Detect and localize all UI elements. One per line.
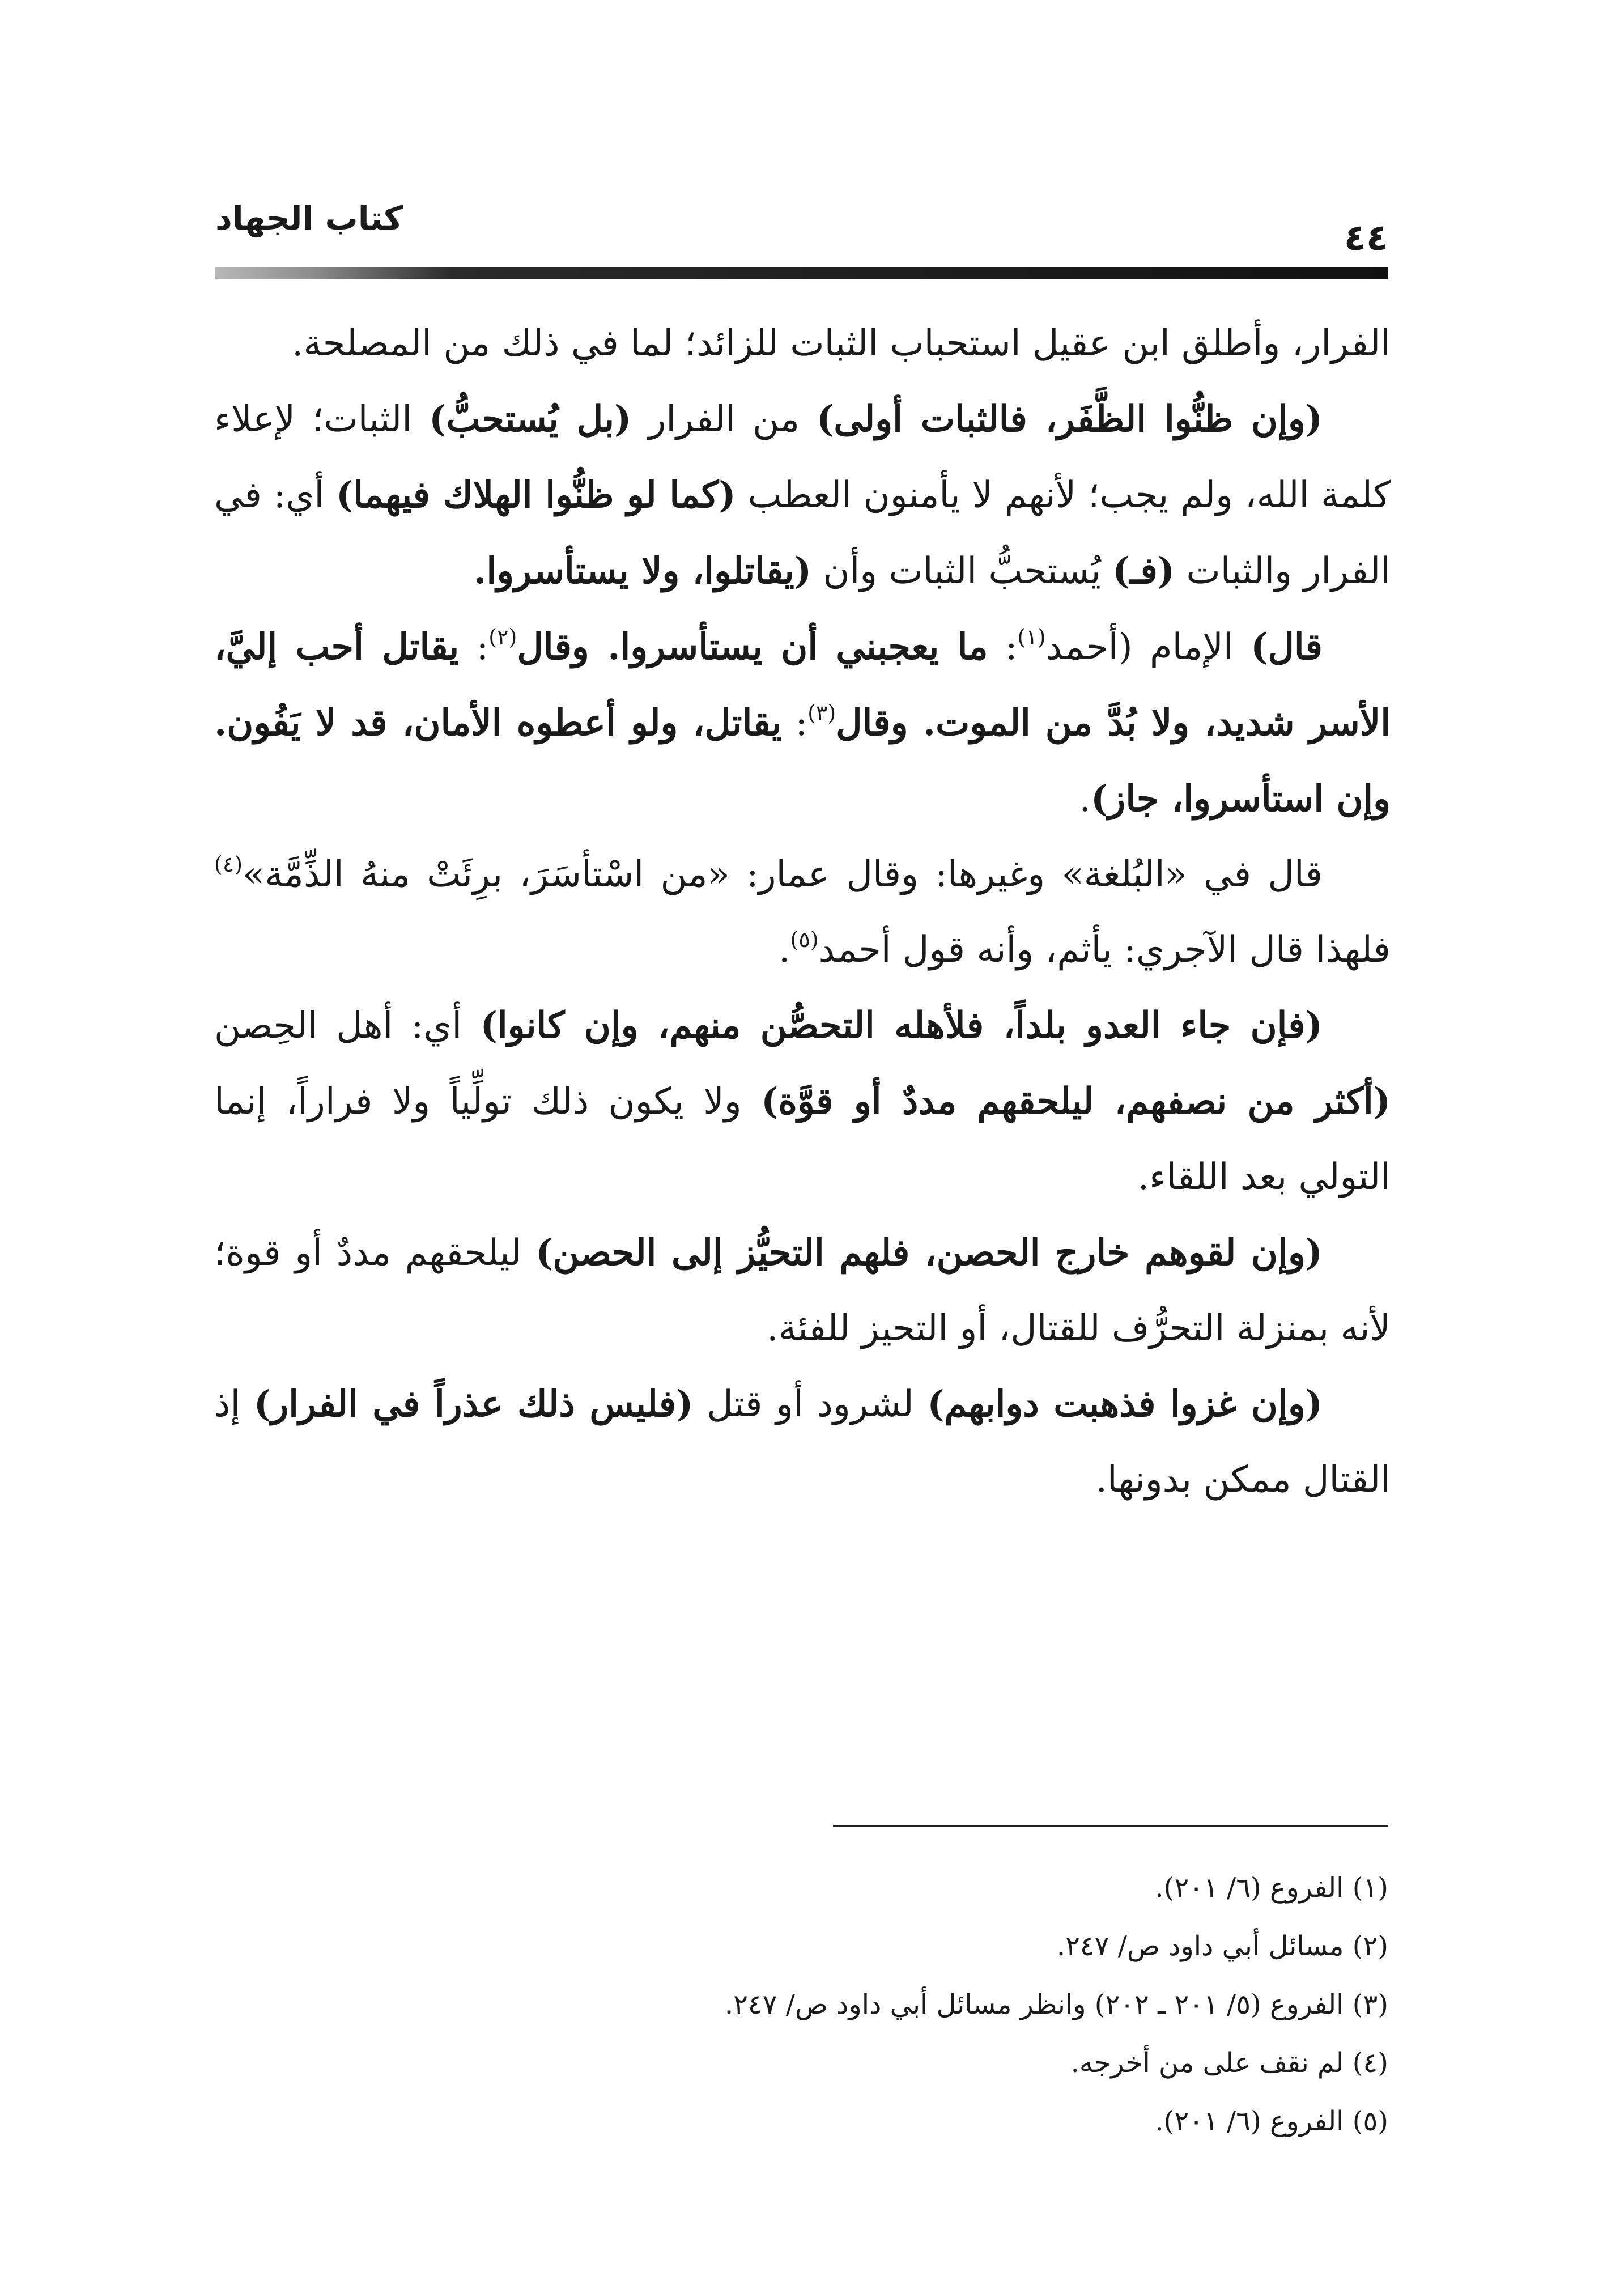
matn-text: (وإن لقوهم خارج الحصن، فلهم التحيُّز إلى الحصن) [535, 1232, 1323, 1274]
footnote: (١) الفروع (٦/ ٢٠١). [1155, 1872, 1388, 1904]
paragraph [214, 988, 1391, 1215]
matn-text: (فليس ذلك عذراً في الفرار) [253, 1383, 694, 1425]
matn-text: يقاتل، ولو أعطوه الأمان، قد لا يَفُون. وإن استأسروا، جاز) [214, 702, 1391, 820]
main-text [214, 306, 1391, 1518]
footnote-ref: (٥) [790, 927, 819, 952]
sharh-text: الثبات؛ لإعلاء كلمة الله، ولم يجب؛ لأنهم لا يأمنون العطب [214, 398, 1391, 516]
running-header-title: كتاب الجهاد [215, 199, 403, 237]
matn-text: (فإن جاء العدو بلداً، فلأهله التحصُّن منهم، وإن كانوا) [480, 1004, 1323, 1047]
sharh-text: من الفرار [631, 398, 817, 440]
paragraph [214, 306, 1391, 381]
footnote-separator [833, 1825, 1388, 1827]
sharh-text: . [1079, 778, 1091, 820]
paragraph [214, 609, 1391, 837]
matn-text: (يقاتلوا، ولا يستأسروا. [474, 550, 812, 592]
sharh-text: أي: في الفرار والثبات [214, 474, 1391, 592]
footnote-ref: (٣) [807, 700, 836, 725]
paragraph [214, 837, 1391, 988]
sharh-text: ليلحقهم مددٌ أو قوة؛ لأنه بمنزلة التحرُّف للقتال، أو التحيز للفئة. [214, 1232, 1391, 1349]
sharh-text: فلهذا قال الآجري: يأثم، وأنه قول أحمد [818, 929, 1391, 971]
paragraph [214, 381, 1391, 609]
sharh-text: إذ القتال ممكن بدونها. [214, 1383, 1391, 1501]
sharh-text: أي: أهل الحِصن [214, 1005, 481, 1047]
sharh-text: : [988, 626, 1018, 668]
paragraph [214, 1366, 1391, 1518]
sharh-text: ولا يكون ذلك تولِّياً ولا فراراً، إنما التولي بعد اللقاء. [214, 1081, 1391, 1198]
footnote: (٤) لم نقف على من أخرجه. [1070, 2047, 1388, 2079]
footnote-ref: (١) [1017, 625, 1046, 649]
matn-text: (فـ) [1112, 550, 1175, 592]
sharh-text: (أحمد [1045, 626, 1133, 668]
header-rule [215, 267, 1388, 279]
sharh-text: . [779, 929, 790, 971]
matn-text: (كما لو ظنُّوا الهلاك فيهما) [335, 474, 736, 516]
matn-text: يقاتل أحب إليَّ، الأسر شديد، ولا بُدَّ من الموت. وقال [214, 626, 1391, 744]
page-number: ٤٤ [1344, 217, 1388, 259]
sharh-text: لشرود أو قتل [693, 1383, 928, 1425]
sharh-text: : [459, 626, 489, 668]
matn-text: قال) [1251, 626, 1323, 668]
sharh-text: الفرار، وأطلق ابن عقيل استحباب الثبات للزائد؛ لما في ذلك من المصلحة. [291, 322, 1391, 364]
matn-text: ما يعجبني أن يستأسروا. وقال [517, 626, 988, 668]
matn-text: (وإن ظنُّوا الظَّفَر، فالثبات أولى) [817, 398, 1323, 440]
sharh-text: يُستحبُّ الثبات وأن [811, 550, 1113, 592]
footnote-ref: (٢) [488, 625, 517, 649]
sharh-text: الإمام [1132, 626, 1251, 668]
sharh-text: قال في «البُلغة» وغيرها: وقال عمار: «من اسْتأسَرَ، برِئَتْ منهُ الذِّمَّة» [243, 853, 1323, 895]
matn-text: (أكثر من نصفهم، ليلحقهم مددٌ أو قوَّة) [761, 1080, 1391, 1123]
footnote: (٢) مسائل أبي داود ص/ ٢٤٧. [1056, 1930, 1388, 1962]
sharh-text: : [781, 702, 808, 744]
matn-text: (بل يُستحبُّ) [429, 398, 632, 440]
footnote: (٣) الفروع (٥/ ٢٠١ ـ ٢٠٢) وانظر مسائل أبي داود ص/ ٢٤٧. [724, 1989, 1388, 2020]
footnotes [215, 1859, 1388, 2151]
footnote: (٥) الفروع (٦/ ٢٠١). [1155, 2105, 1388, 2137]
footnote-ref: (٤) [214, 852, 243, 877]
matn-text: (وإن غزوا فذهبت دوابهم) [927, 1383, 1323, 1425]
paragraph [214, 1215, 1391, 1366]
